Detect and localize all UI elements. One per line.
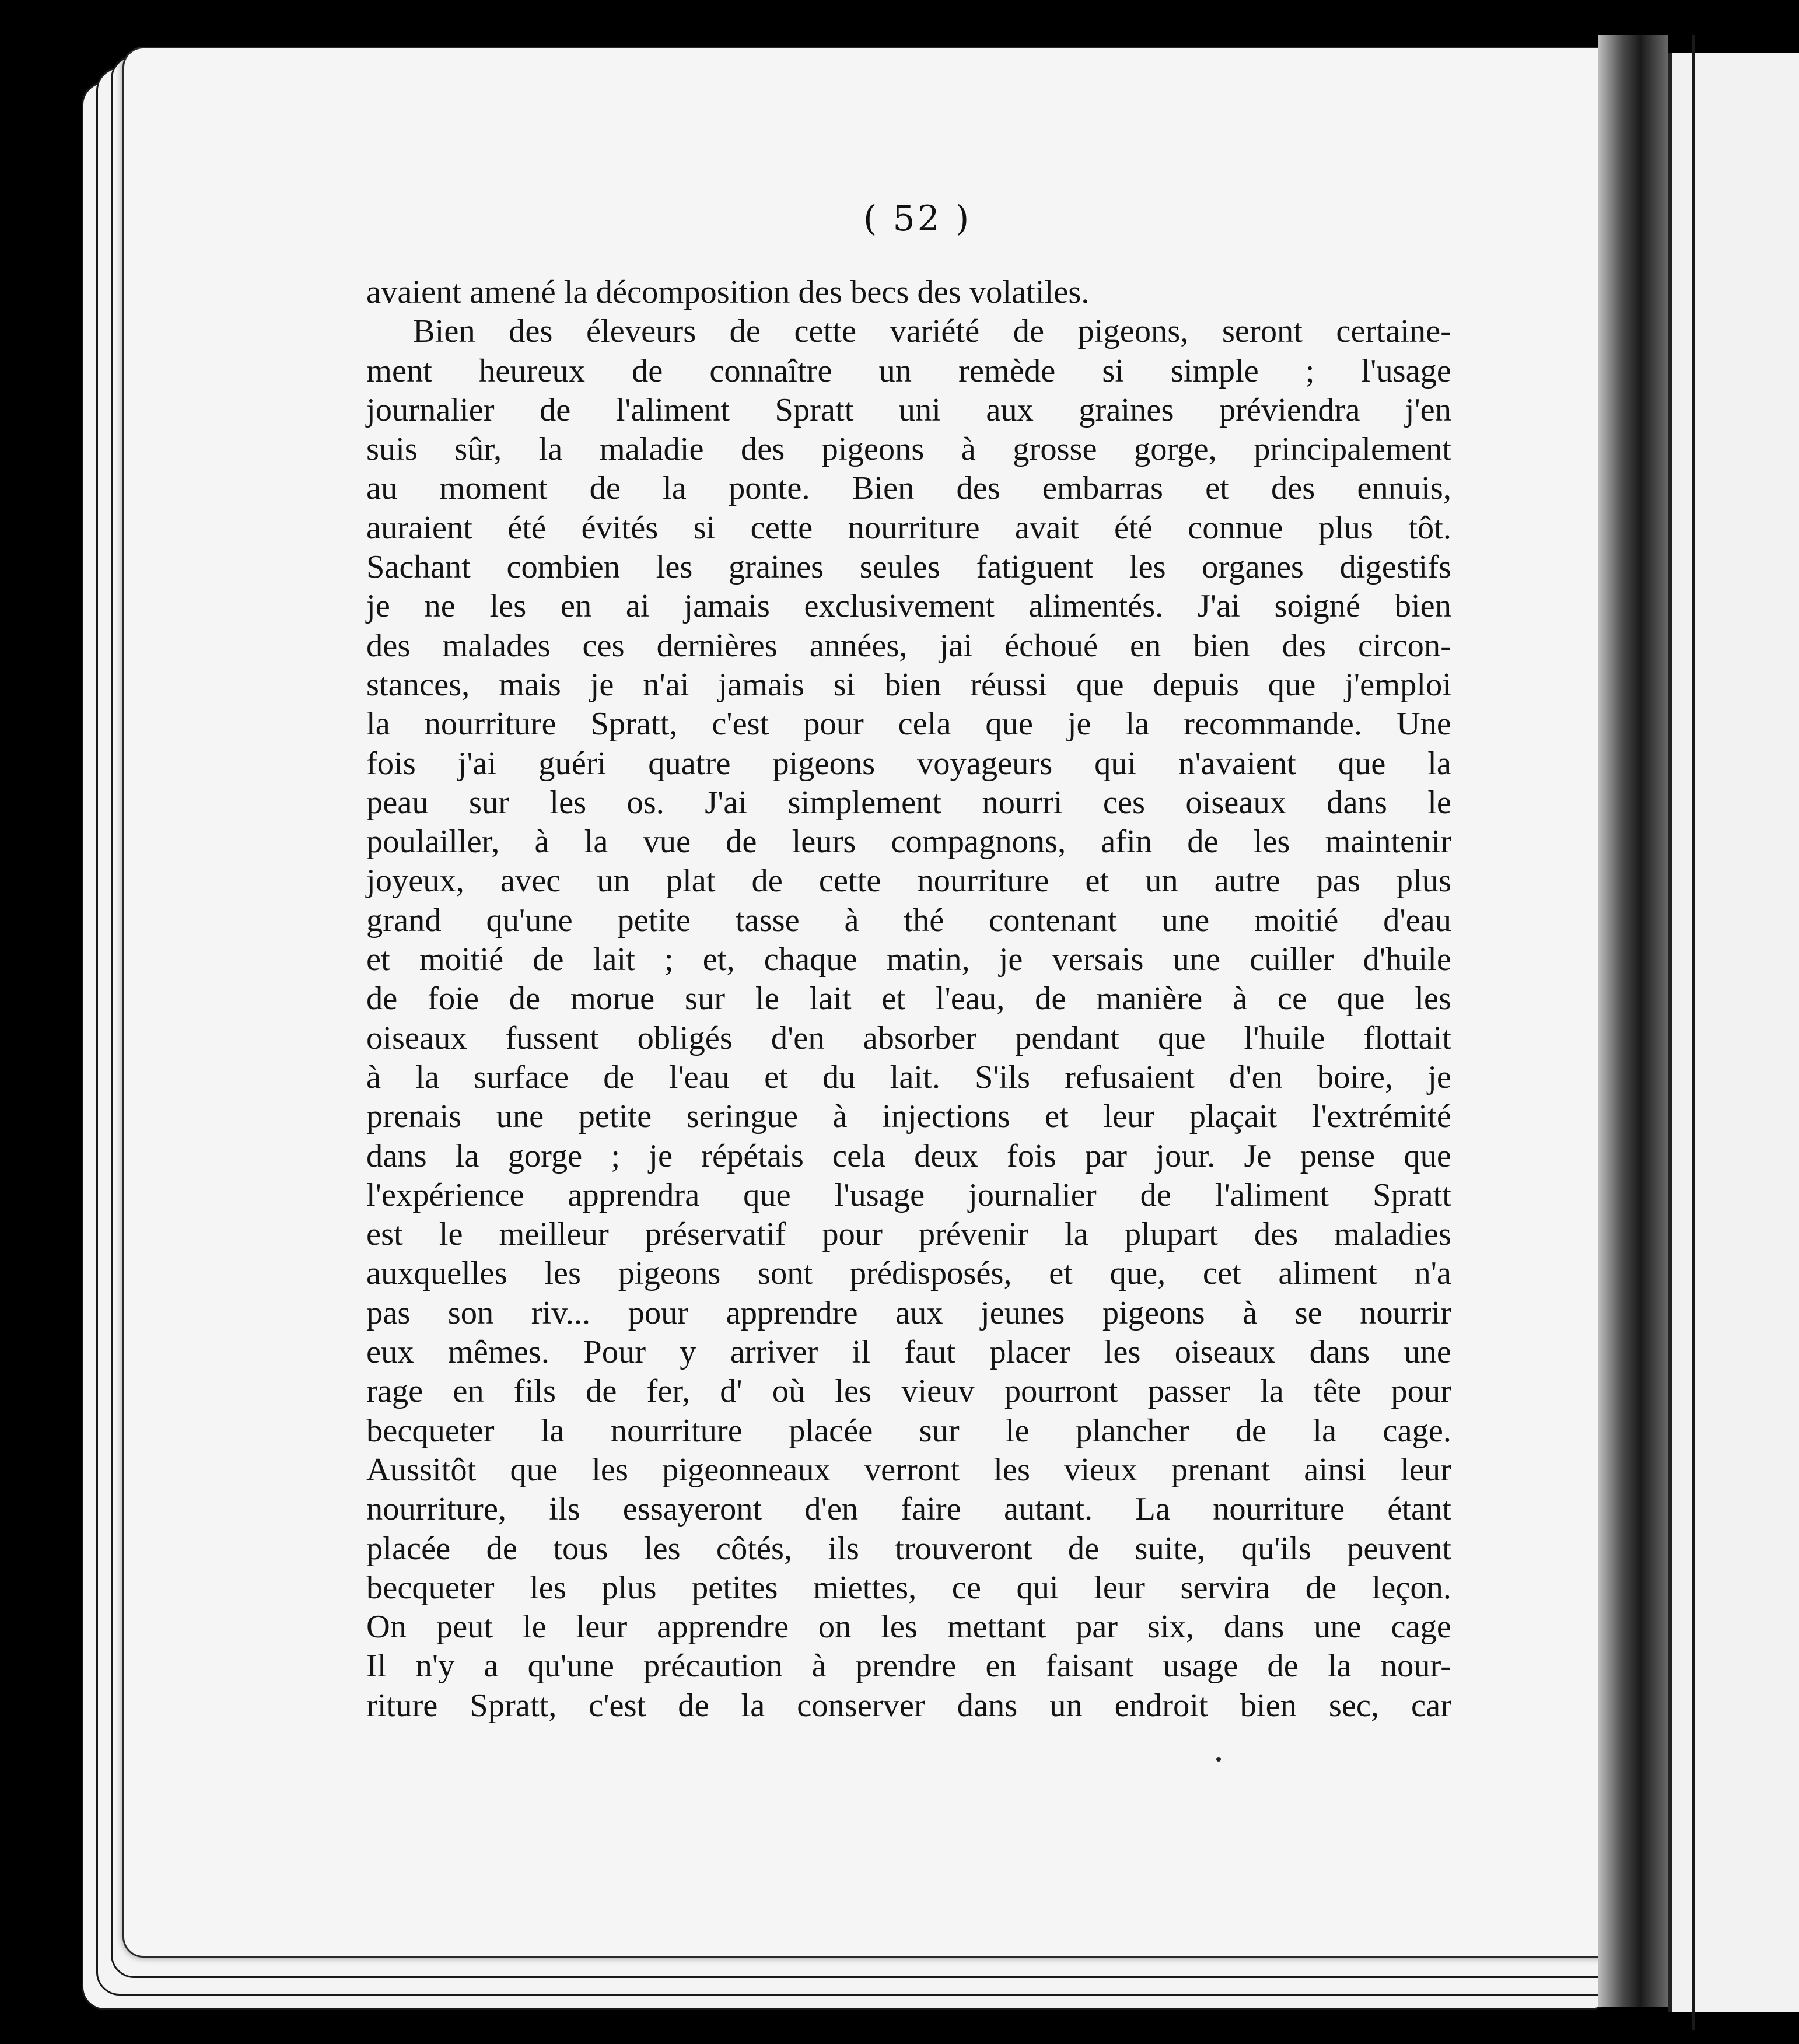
text-line: la nourriture Spratt, c'est pour cela que je la recommande. Une <box>366 706 1451 743</box>
text-line: becqueter la nourriture placée sur le plancher de la cage. <box>366 1412 1451 1449</box>
text-line: riture Spratt, c'est de la conserver dans un endroit bien sec, car <box>366 1687 1451 1724</box>
text-line: des malades ces dernières années, jai échoué en bien des circon- <box>366 627 1451 664</box>
page-number: ( 52 ) <box>863 198 972 239</box>
text-line: On peut le leur apprendre on les mettant par six, dans une cage <box>366 1609 1451 1646</box>
text-line: dans la gorge ; je répétais cela deux fois par jour. Je pense que <box>366 1138 1451 1174</box>
text-line: de foie de morue sur le lait et l'eau, de manière à ce que les <box>366 981 1451 1017</box>
binding-gutter <box>1598 35 1668 2007</box>
text-line: à la surface de l'eau et du lait. S'ils refusaient d'en boire, je <box>366 1059 1451 1096</box>
text-line: stances, mais je n'ai jamais si bien réussi que depuis que j'emploi <box>366 666 1451 703</box>
facing-page-edge <box>1692 35 1695 2030</box>
text-line: rage en fils de fer, d' où les vieuv pourront passer la tête pour <box>366 1373 1451 1410</box>
text-line: fois j'ai guéri quatre pigeons voyageurs qui n'avaient que la <box>366 745 1451 782</box>
text-line: Il n'y a qu'une précaution à prendre en faisant usage de la nour- <box>366 1648 1451 1685</box>
text-line: nourriture, ils essayeront d'en faire autant. La nourriture étant <box>366 1491 1451 1528</box>
text-line: oiseaux fussent obligés d'en absorber pendant que l'huile flottait <box>366 1020 1451 1056</box>
text-line: Aussitôt que les pigeonneaux verront les vieux prenant ainsi leur <box>366 1451 1451 1488</box>
text-line: au moment de la ponte. Bien des embarras et des ennuis, <box>366 470 1451 507</box>
text-line: journalier de l'aliment Spratt uni aux graines préviendra j'en <box>366 391 1451 428</box>
text-line: ment heureux de connaître un remède si simple ; l'usage <box>366 352 1451 389</box>
text-line: avaient amené la décomposition des becs des volatiles. <box>366 274 1090 310</box>
ink-speck <box>1216 1757 1221 1762</box>
text-line: placée de tous les côtés, ils trouveront de suite, qu'ils peuvent <box>366 1530 1451 1567</box>
text-line: poulailler, à la vue de leurs compagnons, afin de les maintenir <box>366 824 1451 860</box>
text-line: becqueter les plus petites miettes, ce qui leur servira de leçon. <box>366 1569 1451 1606</box>
text-line: est le meilleur préservatif pour prévenir la plupart des maladies <box>366 1216 1451 1253</box>
text-line: prenais une petite seringue à injections et leur plaçait l'extrémité <box>366 1098 1451 1135</box>
text-line: joyeux, avec un plat de cette nourriture et un autre pas plus <box>366 863 1451 900</box>
text-line: auxquelles les pigeons sont prédisposés, et que, cet aliment n'a <box>366 1255 1451 1292</box>
text-line: grand qu'une petite tasse à thé contenant une moitié d'eau <box>366 902 1451 939</box>
text-line: suis sûr, la maladie des pigeons à grosse gorge, principalement <box>366 431 1451 468</box>
body-text <box>366 273 1451 1726</box>
text-line: Bien des éleveurs de cette variété de pigeons, seront certaine- <box>413 313 1451 350</box>
text-line: pas son riv... pour apprendre aux jeunes pigeons à se nourrir <box>366 1294 1451 1331</box>
text-line: Sachant combien les graines seules fatiguent les organes digestifs <box>366 549 1451 586</box>
text-line: je ne les en ai jamais exclusivement alimentés. J'ai soigné bien <box>366 588 1451 625</box>
text-line: et moitié de lait ; et, chaque matin, je versais une cuiller d'huile <box>366 942 1451 978</box>
text-line: l'expérience apprendra que l'usage journalier de l'aliment Spratt <box>366 1177 1451 1213</box>
text-line: auraient été évités si cette nourriture avait été connue plus tôt. <box>366 509 1451 546</box>
facing-page-sliver <box>1668 52 1799 2013</box>
text-line: peau sur les os. J'ai simplement nourri ces oiseaux dans le <box>366 784 1451 821</box>
text-line: eux mêmes. Pour y arriver il faut placer les oiseaux dans une <box>366 1334 1451 1371</box>
